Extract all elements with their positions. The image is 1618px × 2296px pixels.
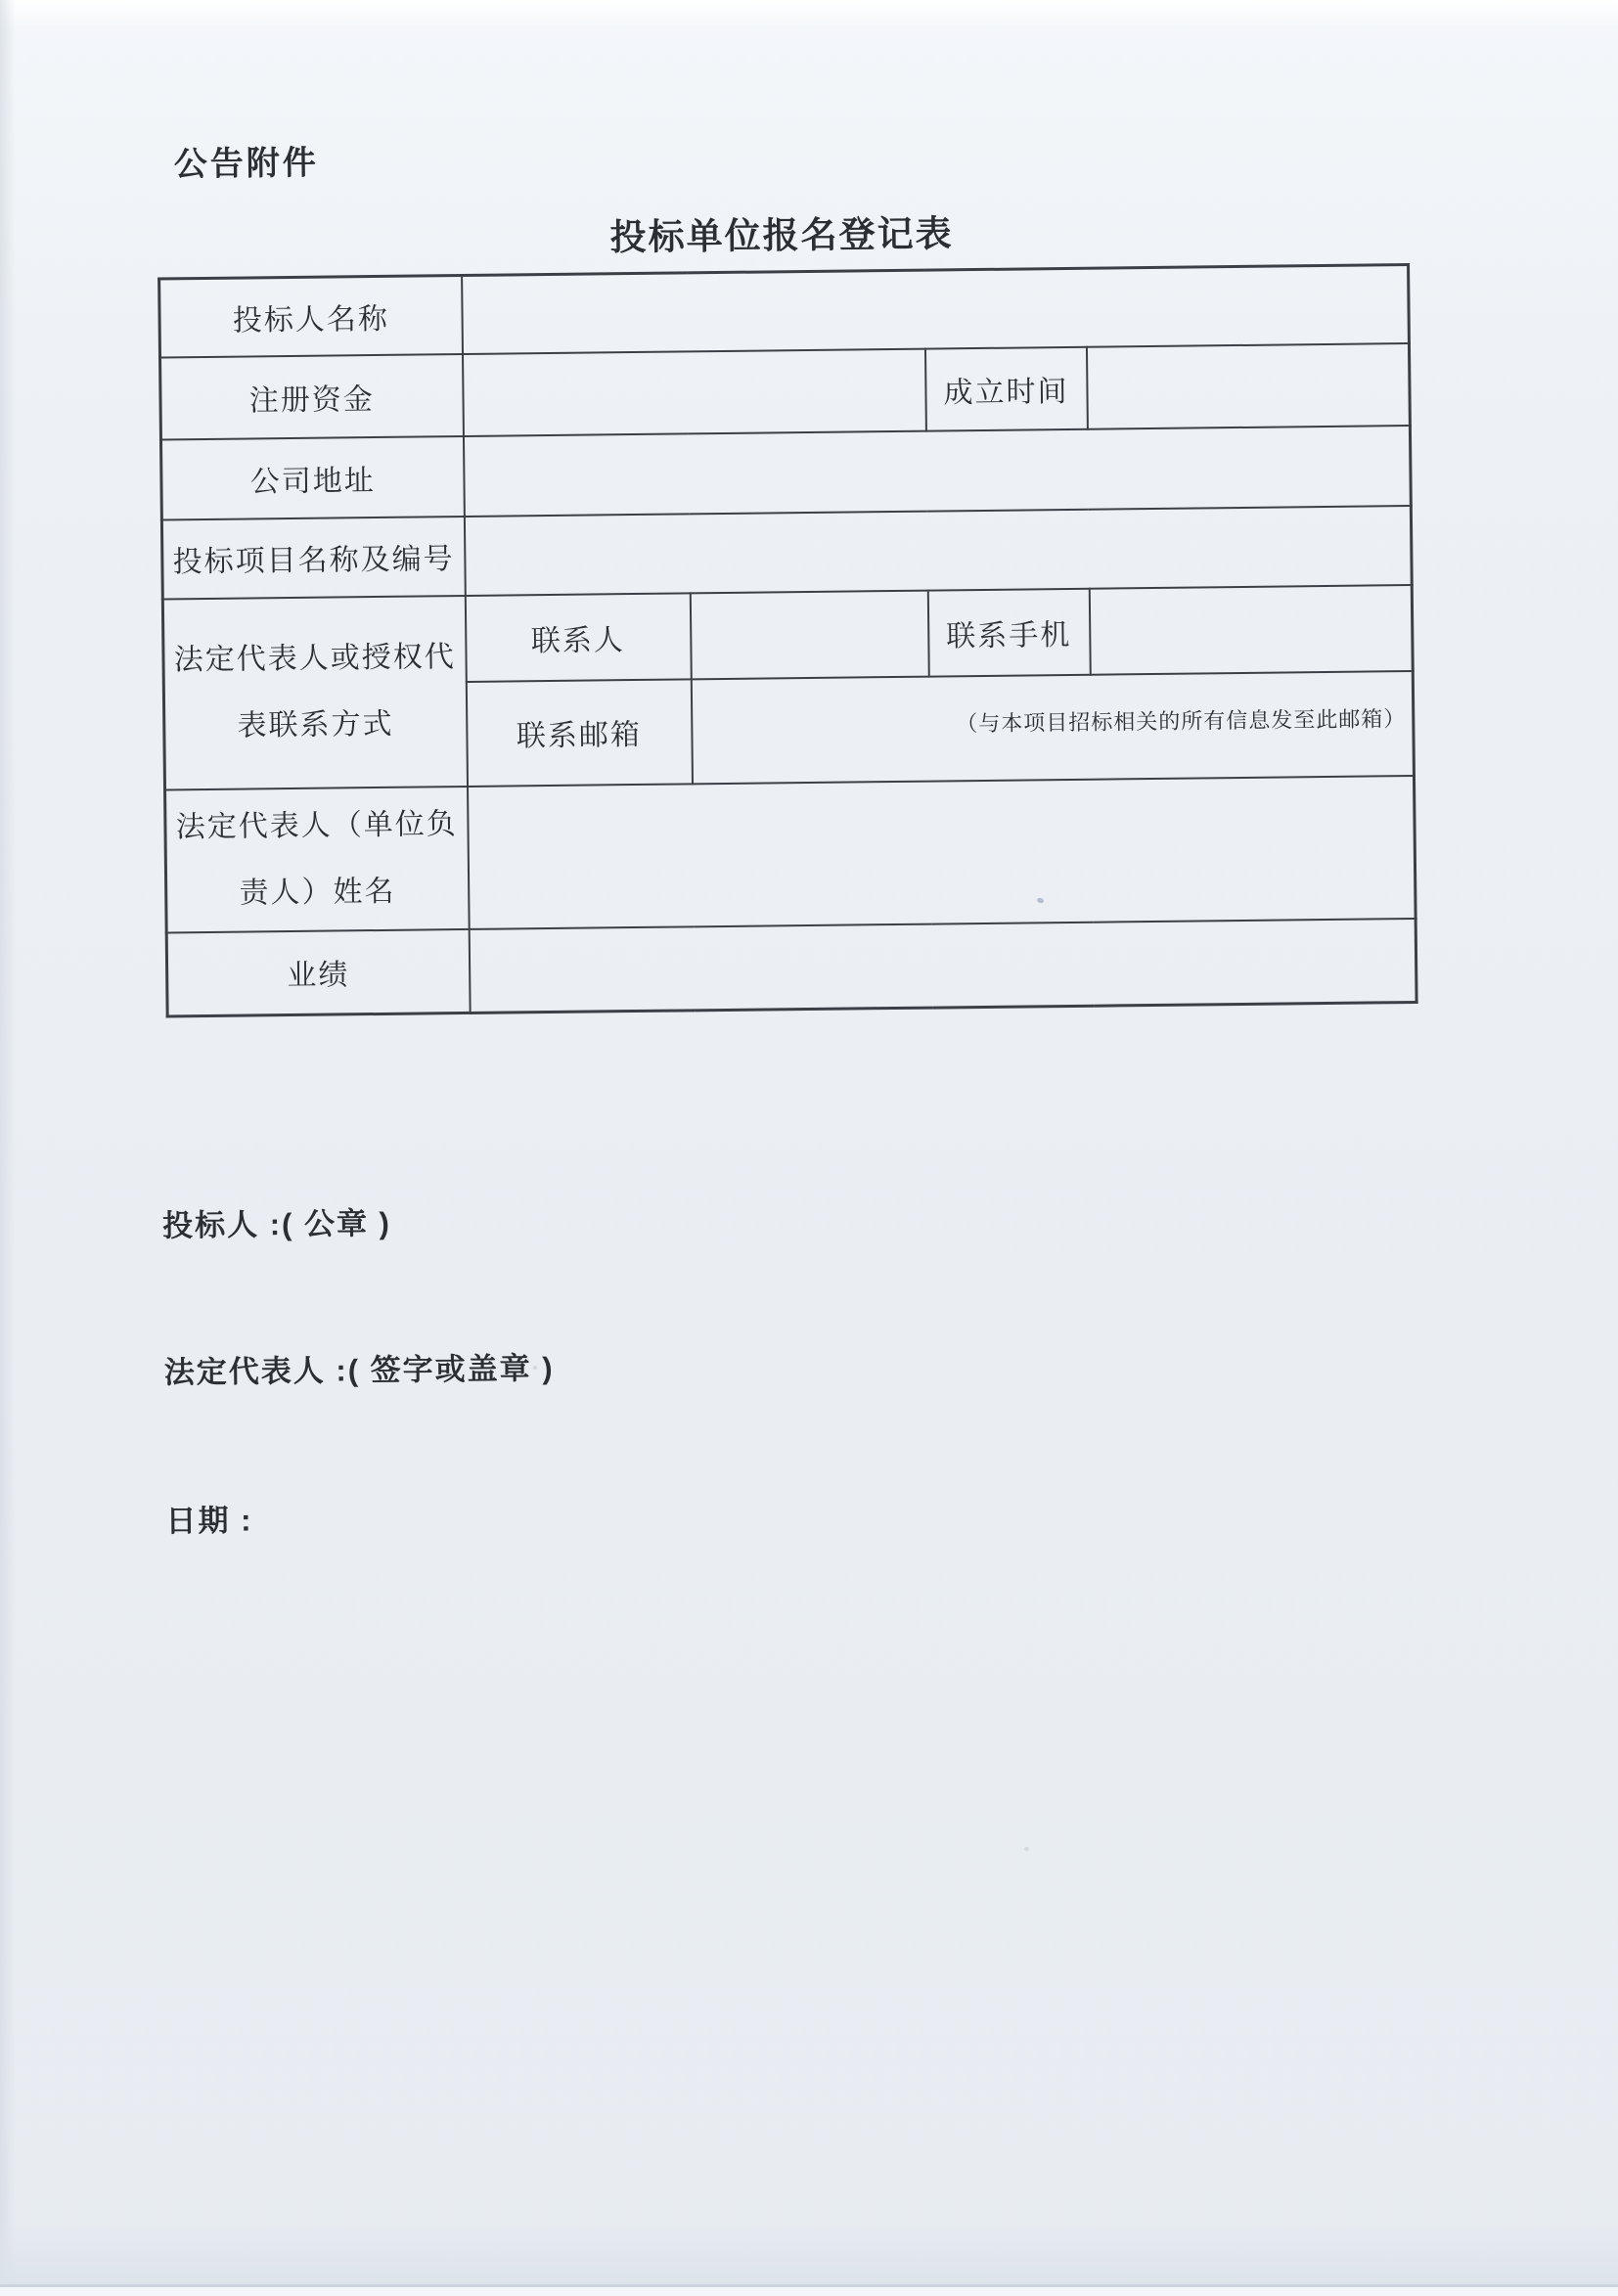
row-performance <box>166 918 1416 1015</box>
row-capital-and-date <box>160 343 1411 439</box>
contact-email-label: 联系邮箱 <box>466 679 692 787</box>
legal-rep-name-value-cell <box>468 775 1416 928</box>
date-line: 日期 : <box>165 1503 253 1539</box>
contact-mobile-value-cell <box>1089 584 1413 674</box>
bidder-name-value-cell <box>462 265 1410 354</box>
contact-person-label: 联系人 <box>465 593 691 682</box>
row-legal-rep-name <box>165 775 1416 931</box>
bidder-seal-line: 投标人 :( 公章 ) <box>161 1205 392 1243</box>
rep-contact-label-line2: 表联系方式 <box>237 707 394 743</box>
establish-date-value-cell <box>1086 343 1410 429</box>
row-bidder-name <box>159 265 1410 357</box>
registration-table <box>157 263 1418 1017</box>
performance-label: 业绩 <box>166 928 470 1015</box>
attachment-label: 公告附件 <box>173 144 319 184</box>
contact-person-value-cell <box>690 590 928 679</box>
performance-value-cell <box>469 918 1416 1013</box>
rep-contact-label <box>162 595 467 788</box>
company-address-value-cell <box>463 426 1411 517</box>
registered-capital-label: 注册资金 <box>160 353 464 439</box>
company-address-label: 公司地址 <box>160 435 464 519</box>
legal-rep-name-label <box>165 786 470 931</box>
email-note: （与本项目招标相关的所有信息发至此邮箱） <box>956 705 1407 736</box>
project-label: 投标项目名称及编号 <box>161 516 465 599</box>
project-value-cell <box>464 505 1412 595</box>
registered-capital-value-cell <box>462 348 925 435</box>
legal-rep-name-label-line2: 责人）姓名 <box>239 875 396 910</box>
row-company-address <box>160 426 1411 519</box>
bidder-name-label: 投标人名称 <box>159 275 463 357</box>
establish-date-label: 成立时间 <box>924 346 1087 430</box>
legal-rep-sign-line: 法定代表人 :( 签字或盖章 ) <box>163 1350 555 1390</box>
form-title: 投标单位报名登记表 <box>609 213 954 258</box>
row-project-name <box>161 505 1412 598</box>
contact-email-value-cell <box>691 670 1414 783</box>
row-rep-contact-person <box>162 584 1413 684</box>
legal-rep-name-label-line1: 法定代表人（单位负 <box>175 807 458 843</box>
rep-contact-label-line1: 法定代表人或授权代 <box>173 641 456 677</box>
contact-mobile-label: 联系手机 <box>927 588 1090 676</box>
